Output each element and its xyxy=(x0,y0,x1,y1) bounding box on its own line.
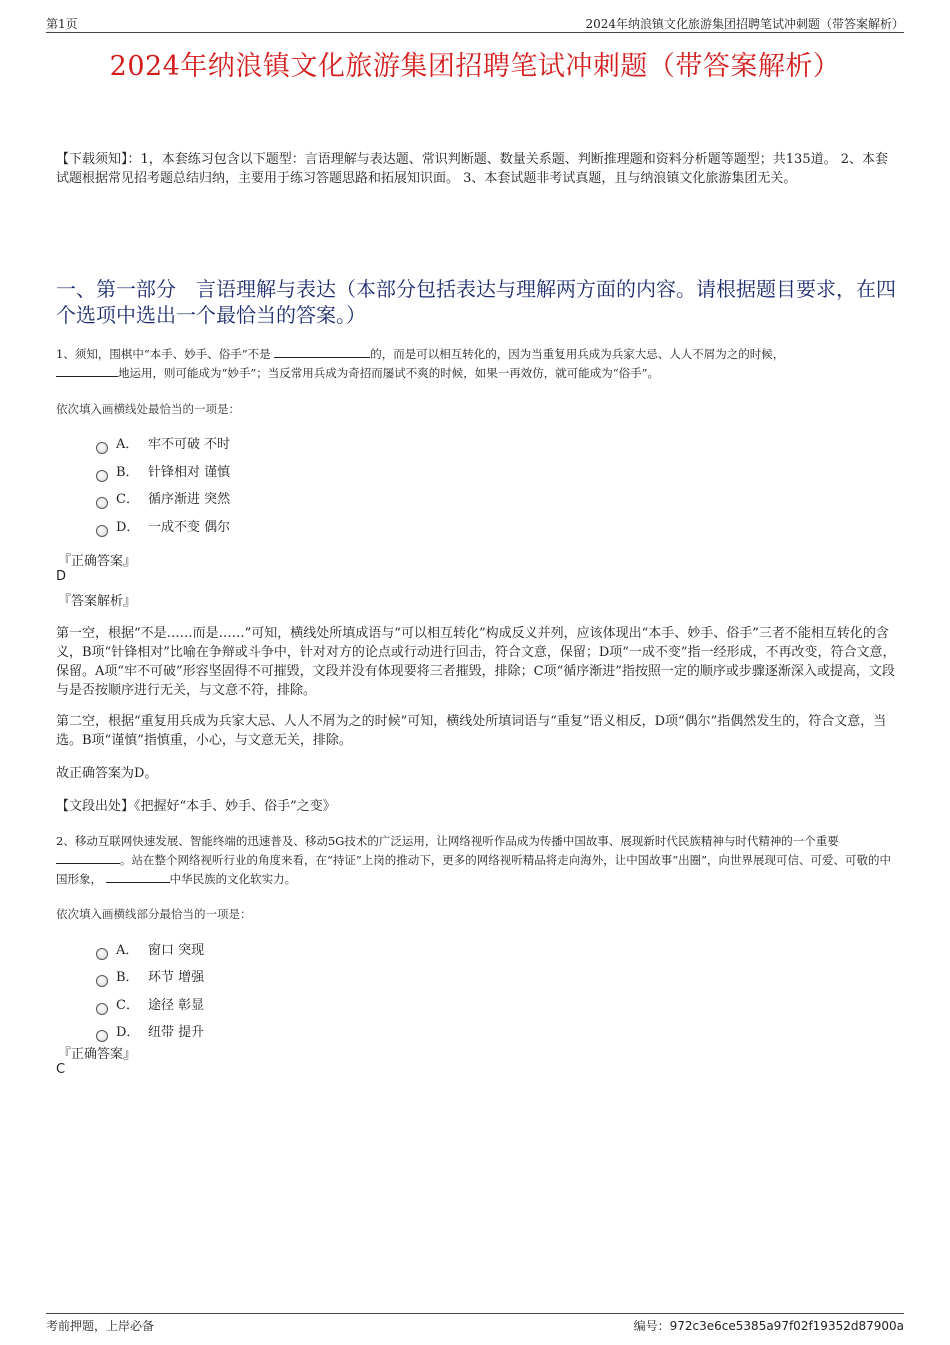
page-number: 第1页 xyxy=(46,17,78,31)
fill-blank xyxy=(56,364,118,377)
question-2-stem-part-b: 。站在整个网络视听行业的角度来看，在“持证”上岗的推动下，更多的网络视听精品将走向海外，让中国故事“出圈”，向世界展现可信、可爱、可敬的中国形象， xyxy=(56,853,892,886)
correct-answer-label: 『正确答案』 xyxy=(58,1047,137,1062)
code-value: 972c3e6ce5385a97f02f19352d87900a xyxy=(669,1319,904,1333)
question-2-stem-part-a: 2、移动互联网快速发展、智能终端的迅速普及、移动5G技术的广泛运用，让网络视听作品成为传播中国故事、展现新时代民族精神与时代精神的一个重要 xyxy=(56,834,839,848)
option-text: 牢不可破 不时 xyxy=(148,437,231,452)
analysis-label: 『答案解析』 xyxy=(58,594,137,609)
analysis-conclusion: 故正确答案为D。 xyxy=(56,766,158,781)
text-source: 【文段出处】《把握好“本手、妙手、俗手”之变》 xyxy=(56,799,336,814)
page-header xyxy=(46,12,904,33)
option-letter: C． xyxy=(116,492,139,507)
option-letter: A． xyxy=(116,943,139,958)
option-letter: C． xyxy=(116,998,139,1013)
fill-blank xyxy=(274,345,370,358)
question-1-option-a[interactable] xyxy=(96,435,230,455)
option-text: 途径 彰显 xyxy=(148,998,205,1013)
question-2-option-a[interactable] xyxy=(96,941,204,961)
radio-button-icon[interactable] xyxy=(96,948,108,960)
option-letter: D． xyxy=(116,520,140,535)
footer-code xyxy=(634,1317,904,1334)
question-2-option-d[interactable] xyxy=(96,1023,204,1043)
question-1-stem xyxy=(56,345,901,383)
question-1-option-d[interactable] xyxy=(96,518,230,538)
option-text: 针锋相对 谨慎 xyxy=(148,465,231,480)
analysis-paragraph: 第一空，根据“不是……而是……”可知，横线处所填成语与“可以相互转化”构成反义并列，应该体现出“本手、妙手、俗手”三者不能相互转化的含义，B项“针锋相对”比喻在争辩或斗争中，针对对方的论点或行动进行回击，符合文意，保留；D项“一成不变”指一经形成，不再改变，符合文意，保留。A项“牢不可破”形容坚固得不可摧毁，文段并没有体现要将三者摧毁，排除；C项“循序渐进”指按照一定的顺序或步骤逐渐深入或提高，文段与是否按顺序进行无关，与文意不符，排除。 xyxy=(56,626,896,698)
fill-blank xyxy=(56,851,120,864)
option-text: 环节 增强 xyxy=(148,970,205,985)
option-letter: B． xyxy=(116,465,139,480)
radio-button-icon[interactable] xyxy=(96,525,108,537)
section-heading: 一、第一部分 言语理解与表达（本部分包括表达与理解两方面的内容。请根据题目要求，在四个选项中选出一个最恰当的答案。） xyxy=(56,277,896,327)
option-text: 循序渐进 突然 xyxy=(148,492,231,507)
analysis-paragraph: 第二空，根据“重复用兵成为兵家大忌、人人不屑为之的时候”可知，横线处所填词语与“重复”语义相反，D项“偶尔”指偶然发生的，符合文意，当选。B项“谨慎”指慎重，小心，与文意无关，排除。 xyxy=(56,714,887,748)
question-2-instruction: 依次填入画横线部分最恰当的一项是： xyxy=(56,907,252,921)
question-2-option-c[interactable] xyxy=(96,996,204,1016)
download-notice: 【下载须知】：1，本套练习包含以下题型：言语理解与表达题、常识判断题、数量关系题、判断推理题和资料分析题等题型；共135道。 2、本套试题根据常见招考题总结归纳，主要用于练习答题思路和拓展知识面。 3、本套试题非考试真题，且与纳浪镇文化旅游集团无关。 xyxy=(56,152,888,186)
header-doc-title: 2024年纳浪镇文化旅游集团招聘笔试冲刺题（带答案解析） xyxy=(585,17,904,31)
radio-button-icon[interactable] xyxy=(96,1030,108,1042)
option-text: 窗口 突现 xyxy=(148,943,205,958)
correct-answer-value: C xyxy=(56,1062,66,1077)
question-1-stem-part-a: 1、须知，围棋中“本手、妙手、俗手”不是 xyxy=(56,347,275,361)
radio-button-icon[interactable] xyxy=(96,442,108,454)
question-1-option-b[interactable] xyxy=(96,463,230,483)
page-footer xyxy=(46,1313,904,1334)
fill-blank xyxy=(106,870,170,883)
question-2-stem-part-c: 中华民族的文化软实力。 xyxy=(169,872,297,886)
radio-button-icon[interactable] xyxy=(96,1003,108,1015)
question-1-stem-part-b: 的，而是可以相互转化的，因为当重复用兵成为兵家大忌、人人不屑为之的时候， xyxy=(370,347,785,361)
question-2-option-b[interactable] xyxy=(96,968,204,988)
radio-button-icon[interactable] xyxy=(96,497,108,509)
question-2-stem xyxy=(56,832,901,889)
correct-answer-value: D xyxy=(56,569,67,584)
code-label: 编号： xyxy=(633,1319,670,1333)
question-1-instruction: 依次填入画横线处最恰当的一项是： xyxy=(56,402,240,416)
radio-button-icon[interactable] xyxy=(96,975,108,987)
footer-slogan: 考前押题，上岸必备 xyxy=(46,1319,155,1333)
correct-answer-label: 『正确答案』 xyxy=(58,554,137,569)
option-letter: A． xyxy=(116,437,139,452)
option-letter: D． xyxy=(116,1025,140,1040)
option-letter: B． xyxy=(116,970,139,985)
document-title: 2024年纳浪镇文化旅游集团招聘笔试冲刺题（带答案解析） xyxy=(109,51,841,82)
option-text: 一成不变 偶尔 xyxy=(148,520,231,535)
radio-button-icon[interactable] xyxy=(96,470,108,482)
question-1-option-c[interactable] xyxy=(96,490,230,510)
question-1-stem-part-c: 地运用，则可能成为“妙手”；当反常用兵成为奇招而屡试不爽的时候，如果一再效仿，就可能成为“俗手”。 xyxy=(118,366,660,380)
option-text: 纽带 提升 xyxy=(148,1025,205,1040)
